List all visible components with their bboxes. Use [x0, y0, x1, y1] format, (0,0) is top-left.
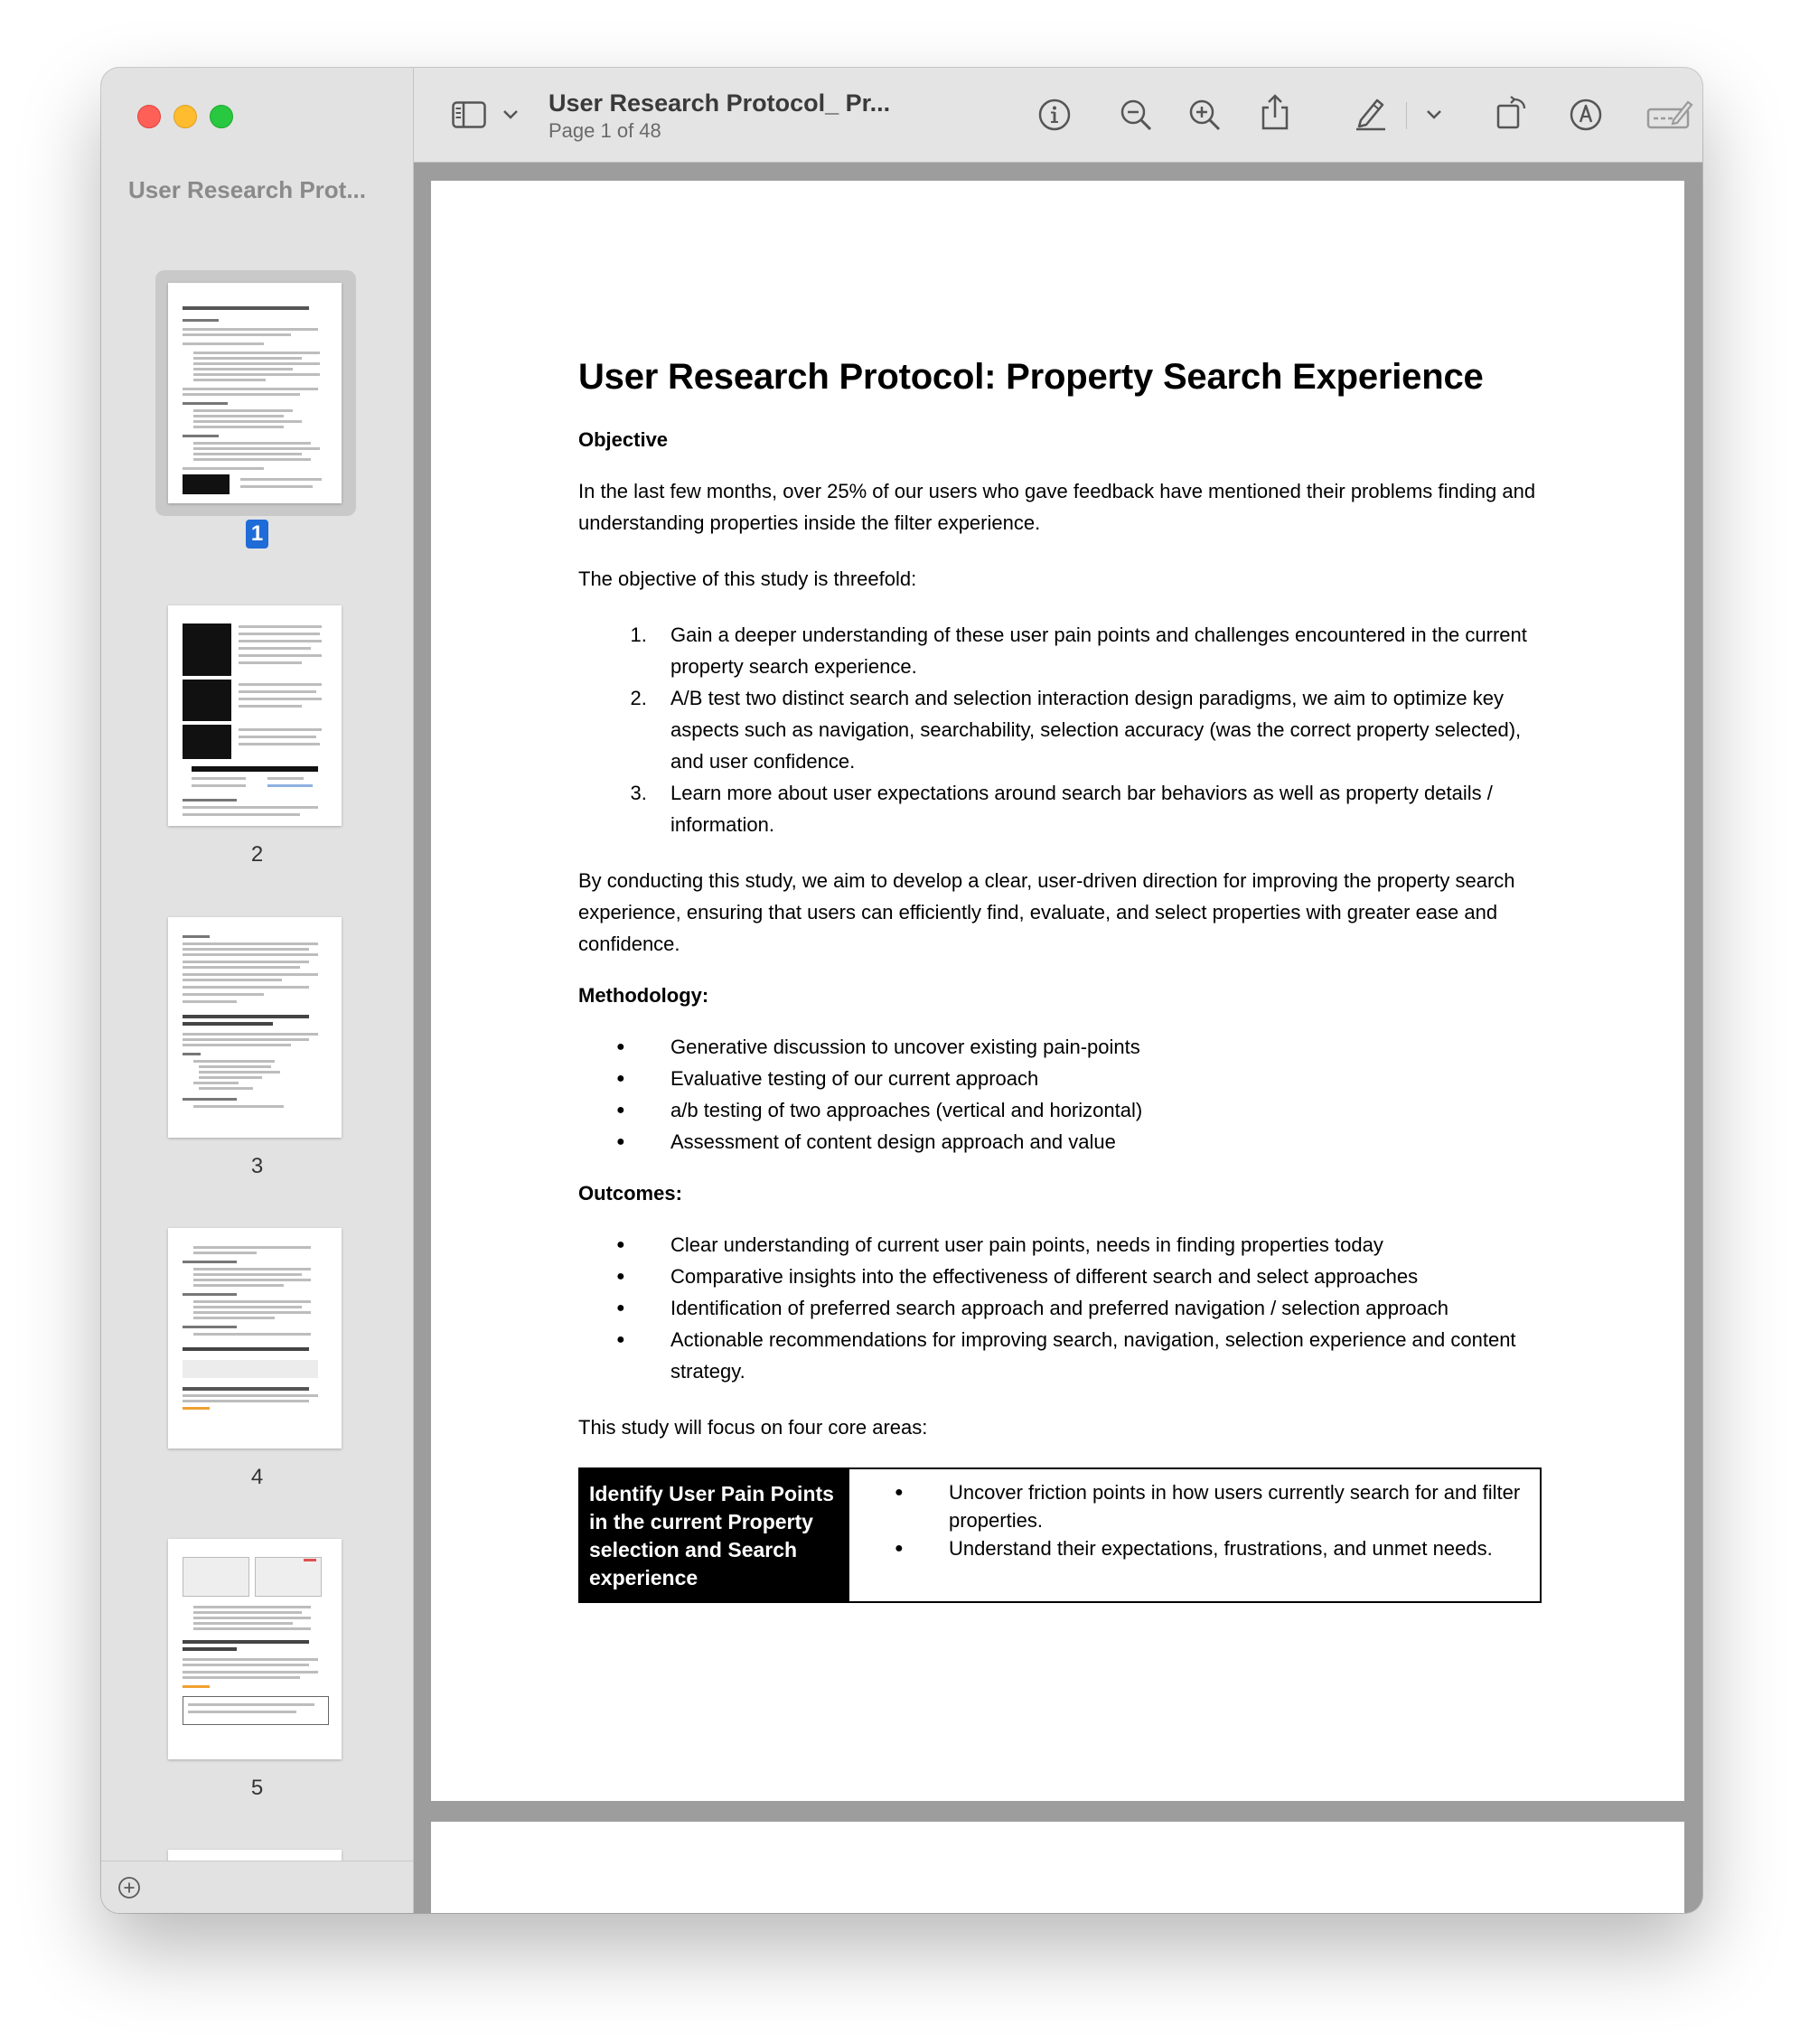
zoom-in-icon[interactable] [1187, 98, 1222, 132]
sidebar-footer [101, 1861, 413, 1913]
document-title: User Research Protocol_ Pr... [548, 89, 891, 117]
preview-window [101, 68, 1702, 1913]
form-fill-icon[interactable] [1646, 98, 1693, 131]
list-item: ● Identification of preferred search approach and preferred navigation / selection approach [652, 1292, 1545, 1324]
list-item: 3. Learn more about user expectations around search bar behaviors as well as property details / information. [652, 777, 1545, 840]
thumbnail-page-number: 4 [250, 1465, 264, 1489]
threefold-intro: The objective of this study is threefold: [578, 567, 917, 590]
thumbnail-page-number: 1 [246, 520, 268, 549]
objective-paragraph: In the last few months, over 25% of our users who gave feedback have mentioned their problems finding and understanding properties inside the filter experience. [578, 480, 1536, 534]
methodology-list [578, 1031, 1545, 1158]
close-window-button[interactable] [137, 105, 161, 128]
sidebar-toggle-icon[interactable] [452, 101, 486, 128]
thumbnail-image [168, 1539, 342, 1759]
focus-intro: This study will focus on four core areas: [578, 1416, 928, 1439]
thumbnail-image [168, 917, 342, 1138]
list-item: ● Generative discussion to uncover existing pain-points [652, 1031, 1545, 1063]
add-page-icon[interactable] [117, 1876, 141, 1899]
toolbar [414, 68, 1702, 163]
list-item: ● Understand their expectations, frustrations, and unmet needs. [931, 1534, 1527, 1562]
document-heading: User Research Protocol: Property Search Experience [578, 357, 1484, 397]
thumbnail-list[interactable] [101, 212, 413, 1913]
page-indicator: Page 1 of 48 [548, 119, 661, 142]
chevron-down-icon[interactable] [502, 109, 519, 120]
thumbnail-page-number: 2 [250, 842, 264, 867]
objective-heading: Objective [578, 428, 669, 451]
toolbar-separator [1406, 102, 1407, 129]
page-content [578, 357, 1545, 1603]
markup-icon[interactable] [1569, 98, 1603, 132]
thumbnail-image [168, 283, 342, 503]
rotate-icon[interactable] [1495, 95, 1529, 131]
list-item: ● Assessment of content design approach and value [652, 1126, 1545, 1158]
zoom-out-icon[interactable] [1119, 98, 1153, 132]
list-item: ● Clear understanding of current user pain points, needs in finding properties today [652, 1229, 1545, 1261]
outcomes-heading: Outcomes: [578, 1182, 682, 1205]
share-icon[interactable] [1260, 93, 1290, 131]
conducting-paragraph: By conducting this study, we aim to develop a clear, user-driven direction for improving the property search experience, ensuring that users can efficiently find, evaluate, and select properties with greater ease and confidence. [578, 869, 1515, 955]
list-item: ● Evaluative testing of our current approach [652, 1063, 1545, 1094]
thumbnail-page-number: 3 [250, 1154, 264, 1178]
highlight-pen-icon[interactable] [1354, 95, 1388, 131]
list-item: ● Comparative insights into the effectiveness of different search and select approaches [652, 1261, 1545, 1292]
pdf-page-2 [431, 1822, 1684, 1913]
list-item: ● Actionable recommendations for improving search, navigation, selection experience and content strategy. [652, 1324, 1545, 1387]
list-item: ● a/b testing of two approaches (vertical and horizontal) [652, 1094, 1545, 1126]
info-icon[interactable] [1037, 98, 1072, 132]
sidebar [101, 68, 414, 1913]
objectives-list [578, 619, 1545, 840]
sidebar-title: User Research Prot... [128, 176, 367, 203]
zoom-window-button[interactable] [210, 105, 233, 128]
thumbnail-image [168, 1228, 342, 1449]
focus-area-label: Identify User Pain Points in the current Property selection and Search experience [580, 1469, 849, 1601]
focus-areas-table [578, 1467, 1542, 1603]
focus-area-description [849, 1469, 1540, 1601]
thumbnail-page-number: 5 [250, 1776, 264, 1800]
document-viewer[interactable] [414, 163, 1702, 1913]
outcomes-list [578, 1229, 1545, 1387]
thumbnail-image [168, 605, 342, 826]
minimize-window-button[interactable] [173, 105, 197, 128]
list-item: 1. Gain a deeper understanding of these user pain points and challenges encountered in the current property search experience. [652, 619, 1545, 682]
methodology-heading: Methodology: [578, 984, 709, 1007]
list-item: ● Uncover friction points in how users currently search for and filter properties. [931, 1478, 1527, 1534]
chevron-down-icon[interactable] [1426, 109, 1442, 120]
pdf-page-1 [431, 181, 1684, 1801]
list-item: 2. A/B test two distinct search and selection interaction design paradigms, we aim to optimize key aspects such as navigation, searchability, selection accuracy (was the correct property selected), and user confidence. [652, 682, 1545, 777]
